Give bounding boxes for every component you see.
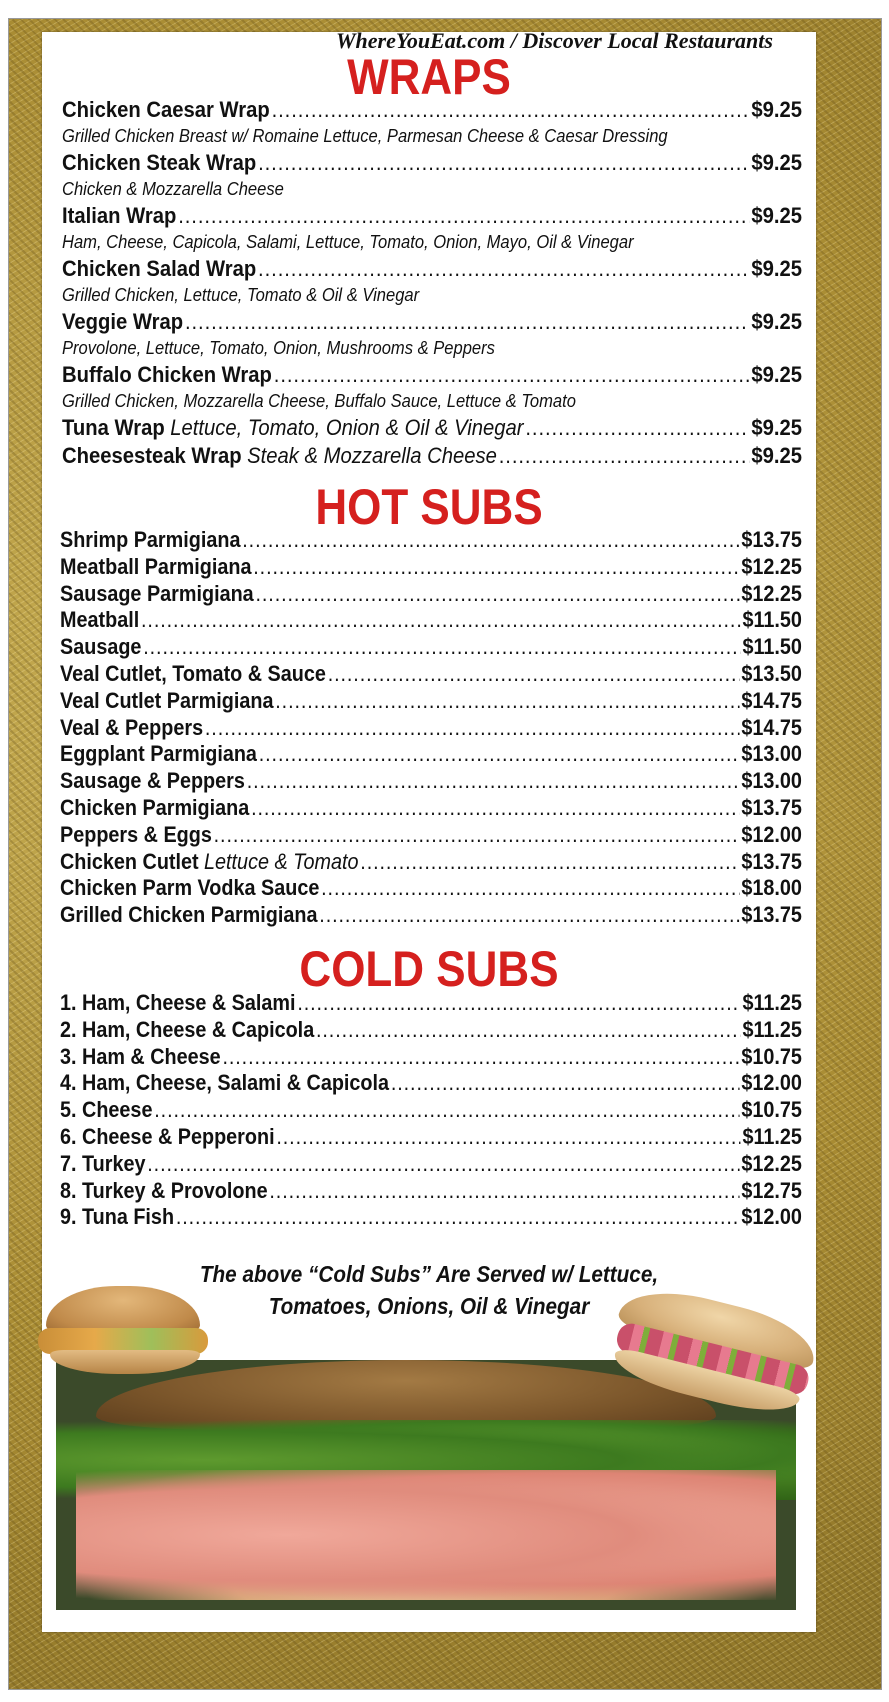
wrap-item [62, 361, 802, 414]
item-name: Sausage [60, 634, 142, 660]
item-price: $9.25 [751, 256, 803, 281]
dot-leader [214, 822, 740, 849]
item-name: Meatball Parmigiana [60, 553, 252, 579]
item-name: 1. Ham, Cheese & Salami [60, 990, 296, 1015]
item-price: $11.25 [742, 990, 802, 1015]
item-price: $14.75 [741, 687, 802, 713]
item-price: $13.75 [741, 902, 802, 928]
hot-sub-item-row [60, 822, 802, 849]
cold-subs-note-line1: The above “Cold Subs” Are Served w/ Lettuce, [199, 1261, 659, 1287]
hot-sub-item-row [60, 875, 802, 902]
cold-subs-title: COLD SUBS [299, 941, 559, 997]
hot-sub-item [60, 554, 802, 581]
wrap-item [62, 308, 802, 361]
cold-sub-item [60, 990, 802, 1017]
hot-sub-item [60, 849, 802, 876]
dot-leader [178, 202, 749, 230]
item-name: Italian Wrap [62, 203, 177, 228]
hot-sub-item [60, 607, 802, 634]
hot-sub-item-row [60, 902, 802, 929]
hot-sub-item [60, 634, 802, 661]
item-name: Chicken Parmigiana [60, 794, 250, 820]
item-name: 6. Cheese & Pepperoni [60, 1123, 275, 1149]
hot-sub-item [60, 715, 802, 742]
hot-sub-item-row [60, 527, 802, 554]
hot-sub-item-row [60, 554, 802, 581]
dot-leader [328, 661, 740, 688]
dot-leader [319, 902, 739, 929]
item-description: Grilled Chicken, Lettuce, Tomato & Oil & Vinegar [62, 285, 420, 305]
item-price: $12.75 [741, 1177, 802, 1203]
item-name: Sausage & Peppers [60, 768, 245, 794]
cold-sub-item [60, 1044, 802, 1071]
cold-sub-item-row [60, 1151, 802, 1178]
hot-subs-title: HOT SUBS [315, 479, 543, 535]
wrap-item-row [62, 361, 802, 389]
item-price: $12.25 [741, 580, 802, 606]
item-price: $11.50 [742, 634, 802, 660]
item-name: Veal Cutlet Parmigiana [60, 687, 274, 713]
hot-sub-item [60, 688, 802, 715]
item-name: Cheesesteak Wrap [62, 443, 242, 468]
dot-leader [147, 1151, 739, 1178]
item-price: $14.75 [741, 714, 802, 740]
wrap-item [62, 202, 802, 255]
item-name: Chicken Caesar Wrap [62, 97, 270, 122]
item-description: Grilled Chicken Breast w/ Romaine Lettuce, Parmesan Cheese & Caesar Dressing [62, 126, 668, 146]
hot-sub-item-row [60, 688, 802, 715]
item-name: Chicken Salad Wrap [62, 256, 257, 281]
hot-sub-item [60, 661, 802, 688]
item-name: 9. Tuna Fish [60, 1204, 175, 1230]
item-name: Veal & Peppers [60, 714, 204, 740]
dot-leader [259, 741, 740, 768]
hot-sub-item [60, 527, 802, 554]
hot-sub-item-row [60, 849, 802, 876]
dot-leader [253, 554, 739, 581]
cold-sub-item-row [60, 1044, 802, 1071]
wrap-item [62, 149, 802, 202]
item-price: $12.25 [741, 553, 802, 579]
dot-leader [272, 96, 750, 124]
dot-leader [499, 442, 750, 470]
hot-sub-item [60, 875, 802, 902]
wrap-item-row [62, 308, 802, 336]
dot-leader [258, 149, 749, 177]
item-price: $10.75 [741, 1097, 802, 1123]
cold-sub-item [60, 1124, 802, 1151]
hot-sub-item-row [60, 795, 802, 822]
wrap-item-row [62, 442, 802, 470]
dot-leader [251, 795, 739, 822]
item-price: $10.75 [741, 1043, 802, 1069]
item-inline-description: Steak & Mozzarella Cheese [247, 443, 497, 468]
hot-sub-item-row [60, 661, 802, 688]
item-name: Buffalo Chicken Wrap [62, 362, 272, 387]
item-name: Veggie Wrap [62, 309, 184, 334]
item-price: $18.00 [741, 875, 802, 901]
dot-leader [316, 1017, 741, 1044]
wrap-item [62, 442, 802, 470]
dot-leader [321, 875, 739, 902]
chicken-sandwich-image [38, 1286, 208, 1381]
dot-leader [242, 527, 739, 554]
cold-sub-item [60, 1017, 802, 1044]
item-price: $13.75 [741, 848, 802, 874]
item-description: Chicken & Mozzarella Cheese [62, 179, 284, 199]
cold-sub-item-row [60, 1017, 802, 1044]
item-price: $9.25 [751, 415, 803, 440]
bun-top [46, 1286, 200, 1334]
dot-leader [154, 1097, 739, 1124]
cold-sub-item-row [60, 990, 802, 1017]
wrap-item-row [62, 96, 802, 124]
cold-subs-note-line2: Tomatoes, Onions, Oil & Vinegar [268, 1293, 590, 1319]
dot-leader [274, 361, 750, 389]
dot-leader [141, 607, 741, 634]
cold-sub-item-row [60, 1204, 802, 1231]
cold-sub-item [60, 1151, 802, 1178]
item-price: $9.25 [751, 362, 803, 387]
cold-sub-item-row [60, 1124, 802, 1151]
item-price: $9.25 [751, 309, 803, 334]
item-price: $13.75 [741, 527, 802, 552]
hot-sub-item-row [60, 581, 802, 608]
dot-leader [176, 1204, 740, 1231]
item-name: 7. Turkey [60, 1150, 146, 1176]
hot-subs-list [60, 527, 802, 929]
item-price: $12.00 [741, 1204, 802, 1230]
item-price: $9.25 [751, 150, 803, 175]
photo-ham [76, 1470, 776, 1600]
cold-sub-item [60, 1070, 802, 1097]
item-name: 4. Ham, Cheese, Salami & Capicola [60, 1070, 390, 1096]
wrap-item [62, 96, 802, 149]
dot-leader [525, 414, 749, 442]
item-name: 2. Ham, Cheese & Capicola [60, 1016, 315, 1042]
item-price: $11.50 [742, 607, 802, 633]
hot-sub-item [60, 902, 802, 929]
hot-sub-item [60, 822, 802, 849]
dot-leader [258, 255, 749, 283]
cold-sub-item [60, 1178, 802, 1205]
wraps-list [62, 96, 802, 470]
hot-sub-item [60, 581, 802, 608]
watermark-text: WhereYouEat.com / Discover Local Restaurants [336, 28, 773, 53]
item-price: $9.25 [751, 97, 803, 122]
item-description: Grilled Chicken, Mozzarella Cheese, Buffalo Sauce, Lettuce & Tomato [62, 391, 576, 411]
item-price: $12.00 [741, 1070, 802, 1096]
cold-sub-item [60, 1097, 802, 1124]
item-inline-description: Lettuce & Tomato [204, 848, 359, 874]
hot-sub-item-row [60, 607, 802, 634]
cold-sub-item-row [60, 1070, 802, 1097]
dot-leader [297, 990, 740, 1017]
cold-sub-item [60, 1204, 802, 1231]
cold-subs-list [60, 990, 802, 1231]
bun-bottom [50, 1350, 200, 1374]
dot-leader [247, 768, 740, 795]
wrap-item-row [62, 414, 802, 442]
item-name: 3. Ham & Cheese [60, 1043, 221, 1069]
item-name: 8. Turkey & Provolone [60, 1177, 268, 1203]
dot-leader [276, 1124, 740, 1151]
cold-sub-item-row [60, 1178, 802, 1205]
dot-leader [205, 715, 740, 742]
item-name: Peppers & Eggs [60, 821, 212, 847]
item-name: Chicken Steak Wrap [62, 150, 257, 175]
item-name: Meatball [60, 607, 140, 633]
item-price: $9.25 [751, 203, 803, 228]
dot-leader [222, 1044, 739, 1071]
item-price: $13.00 [741, 741, 802, 767]
hot-sub-item [60, 768, 802, 795]
dot-leader [269, 1178, 739, 1205]
dot-leader [143, 634, 740, 661]
item-price: $13.75 [741, 794, 802, 820]
wrap-item-row [62, 255, 802, 283]
item-name: Eggplant Parmigiana [60, 741, 257, 767]
dot-leader [275, 688, 739, 715]
item-name: 5. Cheese [60, 1097, 153, 1123]
wrap-item [62, 255, 802, 308]
item-description: Provolone, Lettuce, Tomato, Onion, Mushrooms & Peppers [62, 338, 495, 358]
cold-sub-item-row [60, 1097, 802, 1124]
hot-sub-item [60, 795, 802, 822]
hot-sub-item-row [60, 715, 802, 742]
item-name: Tuna Wrap [62, 415, 165, 440]
wrap-item [62, 414, 802, 442]
dot-leader [360, 849, 739, 876]
wrap-item-row [62, 202, 802, 230]
item-name: Grilled Chicken Parmigiana [60, 902, 318, 928]
item-name: Chicken Parm Vodka Sauce [60, 875, 320, 901]
item-price: $11.25 [742, 1016, 802, 1042]
wrap-item-row [62, 149, 802, 177]
item-name: Shrimp Parmigiana [60, 527, 241, 552]
item-price: $13.50 [741, 660, 802, 686]
hot-sub-item-row [60, 768, 802, 795]
item-price: $11.25 [742, 1123, 802, 1149]
item-price: $13.00 [741, 768, 802, 794]
item-price: $12.25 [741, 1150, 802, 1176]
dot-leader [255, 581, 739, 608]
dot-leader [391, 1070, 740, 1097]
hot-sub-item [60, 741, 802, 768]
item-inline-description: Lettuce, Tomato, Onion & Oil & Vinegar [170, 415, 524, 440]
hot-sub-item-row [60, 634, 802, 661]
dot-leader [185, 308, 750, 336]
hot-sub-item-row [60, 741, 802, 768]
item-price: $12.00 [741, 821, 802, 847]
item-name: Chicken Cutlet [60, 848, 199, 874]
item-description: Ham, Cheese, Capicola, Salami, Lettuce, Tomato, Onion, Mayo, Oil & Vinegar [62, 232, 634, 252]
item-name: Sausage Parmigiana [60, 580, 254, 606]
item-name: Veal Cutlet, Tomato & Sauce [60, 660, 326, 686]
item-price: $9.25 [751, 443, 803, 468]
wraps-title: WRAPS [347, 49, 511, 105]
